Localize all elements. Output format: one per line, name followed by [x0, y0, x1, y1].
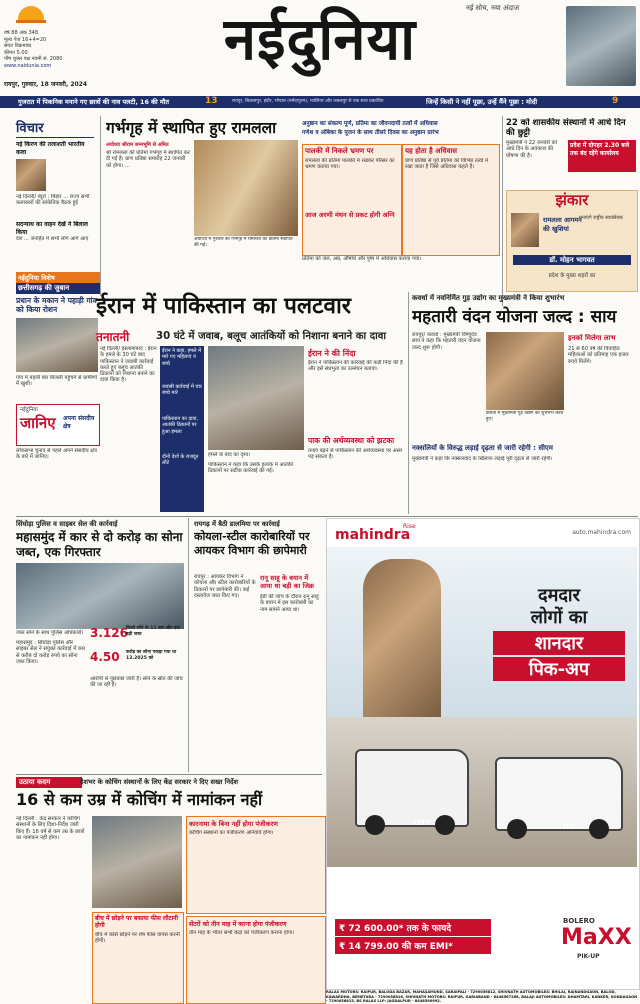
main-bullet-2: पाकिस्तान का दावा, आतंकी ठिकानों पर हुआ हमला [162, 416, 199, 435]
bottom-photo [92, 816, 182, 908]
bottom-box-2-body: बीच में कोर्स छोड़ने पर शेष फीस वापस करनी होगी। [95, 931, 180, 945]
divider [16, 774, 322, 775]
mahindra-slogan-4: पिक-अप [493, 657, 625, 681]
lead-body: श्री रामलला की प्रतिमा गर्भगृह में स्थापित कर दी गई है। प्राण प्रतिष्ठा समारोह 22 जनवरी को होगा। ... [106, 150, 190, 169]
vichar-body-1: नई दिल्ली/ ब्यूरो : बिहार ... राज्य सभी कलाकारों की सांकेतिक बैठक हुई [16, 194, 90, 207]
lead-box-1-text: रामलला की प्रतिमा पालकी में रखकर परिसर का भ्रमण कराया गया। [305, 158, 395, 171]
bottom-kicker: देशभर के कोचिंग संस्थानों के लिए केंद्र सरकार ने दिए सख्त निर्देश [80, 778, 239, 786]
mahindra-brand: mahindra [335, 527, 411, 543]
jhankar-image [511, 213, 539, 247]
bottom-box-1 [186, 816, 326, 914]
mahindra-url[interactable]: auto.mahindra.com [572, 529, 631, 536]
janiye-sub: अपना संसदीय क्षेत्र [63, 415, 95, 430]
bottom-box-3-head: सेंटरों को तीन माह में करना होगा पंजीकरण [189, 921, 287, 928]
mahindra-slogan-3: शानदार [493, 631, 625, 655]
jhankar-line-4: मनाएंगे राष्ट्रीय स्वयंसेवक [579, 215, 623, 221]
special-photo [16, 318, 98, 372]
cm-photo-caption: कवर्धा में मुख्यमंत्री गुड़ उद्योग का शुभारंभ करते हुए। [486, 411, 564, 422]
truck-hd-wheel-1 [507, 819, 527, 839]
lead-headline[interactable]: गर्भगृह में स्थापित हुए रामलला [106, 119, 277, 137]
masthead [0, 0, 640, 96]
vichar-section [16, 118, 94, 268]
mahindra-brand-suffix: Rise [403, 523, 416, 530]
singhoda-stat-2-big: 4.50 [90, 650, 120, 664]
main-sub-1-body: ईरान ने पाकिस्तान की कार्रवाई की कड़ी निंदा की है और इसे संप्रभुता का उल्लंघन बताया। [308, 360, 403, 373]
raigarh-headline[interactable]: कोयला-स्टील कारोबारियों पर आयकर विभाग की छापेमारी [194, 530, 310, 557]
cm-photo [486, 332, 564, 410]
vichar-head-2[interactable]: सदन्याथ का वाहन देखें ने बिलाल किया [16, 221, 88, 236]
lead-photo [194, 140, 298, 236]
left-info-1: मूल्य पेज 16+4=20 [4, 36, 47, 43]
bottom-box-2-head: बीच में छोड़ने पर बकाया फीस लौटानी होगी [95, 915, 179, 930]
offer-1: ₹ 72 600.00* तक के फायदे [335, 919, 491, 936]
lead-bullet-1: गणेश व अंबिका के पूजन के साथ तीसरे दिवस का अनुष्ठान प्रारंभ [302, 130, 439, 136]
logo-sun-base [16, 20, 46, 23]
model-sub: PIK-UP [577, 953, 600, 960]
bottom-headline[interactable]: 16 से कम उम्र में कोचिंग में नामांकन नहीं [16, 790, 263, 809]
raigarh-sub: रानू साहू के बयान में आया था बड़ी का जिक्र [260, 574, 315, 590]
bottom-label: उठाया कदम [16, 777, 82, 788]
janiye-box[interactable] [16, 404, 100, 446]
lead-box-2 [402, 144, 500, 256]
bottom-box-2 [92, 912, 184, 1004]
vichar-head-1[interactable]: नई किरण की तलाशती भारतीय कला [16, 141, 85, 156]
special-box: छत्तीसगढ़ की जुबान [16, 283, 100, 294]
jhankar-ad[interactable] [506, 190, 638, 292]
divider [502, 116, 503, 306]
mahindra-ad[interactable] [326, 518, 640, 990]
jhankar-brand: झंकार [555, 191, 589, 209]
lead-sub-3: आज अरणी मंथन से प्रकट होगी अग्नि [305, 211, 395, 219]
topbar-right[interactable]: जिन्हें किसी ने नहीं पूछा, उन्हें मैंने पूछा : मोदी [426, 98, 538, 106]
mahindra-person [363, 559, 441, 739]
mahindra-slogan-2: लोगों का [530, 607, 588, 628]
singhoda-body-2: आरोपी से पूछताछ जारी है। सोने के स्रोत की जांच की जा रही है। [90, 676, 183, 689]
left-info-0: वर्ष 88 अंक 348 [4, 30, 39, 36]
cm-sub-body: 21 से 60 वर्ष की विवाहित महिलाओं को प्रतिमाह एक हजार रुपये मिलेंगे। [568, 346, 629, 365]
vichar-body-2: देश ... जनहित में सभी लोग आगे आएं [16, 236, 89, 242]
vichar-thumb [16, 159, 46, 191]
main-photo [208, 346, 304, 450]
jhankar-line-2: की खुशियां [543, 225, 569, 233]
truck-city-label: CITY [413, 819, 431, 827]
lead-sub-1: पालकी में निकले भ्रमण पर [305, 147, 374, 155]
topbar-middle: रायपुर, बिलासपुर, इंदौर, भोपाल (नर्मदापुरम), ग्वालियर और जबलपुर से एक साथ प्रकाशित [232, 99, 384, 104]
left-info-2: संवत विक्रमाब्द [4, 43, 32, 50]
main-bullet-3: दोनों देशों के राजदूत लौटे [162, 454, 199, 467]
dealers: RALAS MOTORS: RAIPUR, BALODA BAZAR, MAHASAMUND, SARAIPALI - 7290056812, SHIVNATH AUTOMOBILES: BHILAI, RAJNANDGAON, BALOD, KAWARDHA, BEMETARA - 7290056816, SHIVNATH MOTORS: RAIPUR, GARIABAND - 8448587268, BALAJI AUTOMOBILES: DHAMTARI, KANKER, KONDAGAON - 7290056815, BS RALAS LLP: JAGDALPUR - 8448590992. [326, 990, 638, 1003]
jhankar-small: प्रदेश के मुख्य शहरों का [548, 273, 596, 279]
lead-byline: अयोध्या श्रीराम जन्मभूमि से अमित [106, 142, 169, 148]
lead-photo-caption: अयोध्या में गुरुवार को गर्भगृह में रामलला की प्रतिमा स्थापित की गई। [194, 237, 293, 248]
bottom-body: नई दिल्ली : केंद्र सरकार ने कोचिंग संस्थानों के लिए दिशा-निर्देश जारी किए हैं। 16 वर्ष से कम उम्र के छात्रों का नामांकन नहीं होगा। [16, 816, 85, 841]
tagline: नई सोच, नया अंदाज [466, 4, 520, 12]
cm-sub: इनको मिलेगा लाभ [568, 334, 616, 342]
lead-box-1 [302, 144, 402, 256]
singhoda-stat-1-big: 3.126 [90, 626, 128, 640]
main-body-2: पाकिस्तान ने कहा कि उसके इलाके में आतंकी ठिकानों पर सटीक कार्रवाई की गई। [208, 462, 294, 475]
main-body: नई दिल्ली/ इस्लामाबाद : ईरान के हमले के 30 घंटे बाद पाकिस्तान ने जवाबी कार्रवाई करते हुए बलूच आतंकी ठिकानों को निशाना बनाने का दावा किया है। [100, 346, 157, 384]
lead-sub-2: यह होता है अधिवास [405, 147, 458, 155]
red-box [568, 140, 636, 172]
left-info [4, 30, 114, 86]
main-sub-2: पाक की अर्थव्यवस्था को झटका [308, 436, 395, 445]
logo-sun-icon [18, 6, 44, 20]
topbar-right-page: 9 [612, 96, 619, 106]
singhoda-stat-1 [90, 626, 184, 648]
raigarh-body: रायपुर : आयकर विभाग ने कोयला और स्टील कारोबारियों के ठिकानों पर छापेमारी की। कई दस्तावेज जब्त किए गए। [194, 574, 256, 599]
offer-2: ₹ 14 799.00 की कम EMI* [335, 937, 491, 954]
mahindra-slogan-1: दमदार [538, 585, 580, 606]
janiye-brand: नईदुनिया [20, 407, 38, 413]
model-name: MaXX [561, 925, 632, 950]
special-headline[interactable]: प्रधान के मकान ने पहाड़ी गांव को किया रोशन [16, 296, 97, 315]
right-body: मुख्यमंत्री ने 22 जनवरी को आधे दिन के अवकाश की घोषणा की है। [506, 140, 557, 159]
lead-bullet-0: अनुष्ठान का संकल्प पूर्ण, प्रतिमा का जीवनदायी तत्वों में अधिवास [302, 121, 438, 127]
divider [16, 516, 638, 517]
bottom-box-3 [186, 916, 326, 1004]
jhankar-line-1: रामलला आगमन [543, 216, 582, 224]
left-info-3: कीमत 5.00 [4, 49, 28, 56]
divider [188, 518, 189, 772]
red-box-text: प्रदेश में दोपहर 2.30 बजे तक बंद रहेंगे कार्यालय [570, 142, 630, 157]
topbar-left[interactable]: गुजरात में पिकनिक मनाने गए छात्रों की नाव पलटी, 16 की मौत [18, 98, 170, 106]
truck-hd-wheel-2 [589, 819, 609, 839]
singhoda-caption: जब्त सोने के साथ पुलिस अधिकारी। [16, 630, 84, 636]
singhoda-kicker: सिंघोड़ा पुलिस व साइबर सेल की कार्रवाई [16, 520, 118, 528]
vichar-label: विचार [16, 118, 94, 138]
main-bullet-box [160, 346, 204, 512]
singhoda-stat-1-small: किलो सोने के 11 बार और एक बड़ी जब्त [126, 626, 180, 637]
singhoda-photo [16, 563, 184, 629]
truck-city-wheel-2 [435, 815, 455, 835]
right-head[interactable]: 22 को शासकीय संस्थानों में आधे दिन की छुट्टी [506, 118, 626, 138]
divider [408, 292, 409, 514]
portrait-photo [566, 6, 636, 86]
raigarh-sub-body: ईडी की जांच के दौरान रानू साहू के बयान में इस कारोबारी का नाम सामने आया था। [260, 594, 319, 613]
left-info-4: पौष शुक्ल पक्ष नवमी सं. 2080 [4, 56, 63, 63]
model-top: BOLERO [563, 917, 595, 925]
truck-city-wheel-1 [365, 815, 385, 835]
special-body: गांव में पहली बार बिजली पहुंचने से ग्रामीणों में खुशी। [16, 375, 97, 388]
main-bullet-1: जवाबी कार्रवाई में चार बच्चे मारे [162, 384, 202, 397]
lead-continue: प्रतिमा को जल, अन्न, औषधि और पुष्प में अधिवास कराया गया। [302, 256, 422, 262]
website-link[interactable]: www.naidunia.com [4, 62, 52, 69]
cm-headline[interactable]: महतारी वंदन योजना जल्द : साय [412, 307, 617, 327]
main-kicker: तनातनी [96, 330, 130, 344]
singhoda-stat-2 [90, 650, 184, 672]
cm-body: रायपुर/ कवर्धा : मुख्यमंत्री विष्णुदेव साय ने कहा कि महतारी वंदन योजना जल्द शुरू होगी। [412, 332, 481, 351]
jhankar-line-3: डॉ. मोहन भागवत [513, 255, 631, 265]
main-bullet-0: ईरान ने कहा, हमले में मारे गए महिलाएं व बच्चे [162, 348, 202, 367]
cm-side-head[interactable]: नक्सलियों के विरुद्ध लड़ाई दृढ़ता से जारी रहेगी : सीएम [412, 444, 553, 452]
main-subhead: 30 घंटे में जवाब, बलूच आतंकियों को निशाना बनाने का दावा [156, 331, 387, 342]
masthead-title: नईदुनिया [223, 5, 417, 73]
singhoda-headline[interactable]: महासमुंद में कार से दो करोड़ का सोना जब्त, एक गिरफ्तार [16, 530, 183, 559]
lead-bullets [302, 120, 498, 138]
main-photo-caption: हमले के बाद का दृश्य। [208, 452, 251, 458]
date-line: रायपुर, गुरुवार, 18 जनवरी, 2024 [4, 81, 88, 88]
raigarh-kicker: रायगढ़ में बैठी डालमिया पर कार्रवाई [194, 520, 280, 528]
divider [100, 116, 101, 296]
bottom-box-1-body: कोचिंग संस्थानों का पंजीकरण अनिवार्य होगा। [189, 830, 274, 836]
truck-hd-label: HD [563, 823, 575, 831]
main-sub-1: ईरान ने की निंदा [308, 349, 356, 358]
cm-kicker: कवर्धा में नवनिर्मित गुड़ उद्योग का मुख्यमंत्री ने किया शुभारंभ [412, 294, 565, 302]
bottom-box-3-body: तीन माह के भीतर सभी केंद्रों को पंजीकरण कराना होगा। [189, 930, 295, 936]
singhoda-body: महासमुंद : सिंघोड़ा पुलिस और साइबर सेल ने संयुक्त कार्रवाई में कार से करीब दो करोड़ रुपये का सोना जब्त किया। [16, 640, 86, 665]
topbar-left-page: 13 [205, 96, 218, 106]
main-sub-2-body: तनाव बढ़ने से पाकिस्तान की अर्थव्यवस्था पर असर पड़ सकता है। [308, 448, 403, 461]
bottom-box-1-head: कारनामा के बिना नहीं होगा पंजीकरण [189, 820, 278, 828]
cm-side-body: मुख्यमंत्री ने कहा कि नक्सलवाद के खिलाफ लड़ाई पूरी दृढ़ता से जारी रहेगी। [412, 456, 553, 462]
janiye-body: लोकसभा चुनाव से पहले अपने संसदीय क्षेत्र के बारे में जानिए। [16, 448, 97, 461]
singhoda-stat-2-small: करोड़ का सोना पकड़ा गया था 12.2025 को [126, 650, 177, 661]
special-label: नईदुनिया विशेष [16, 272, 100, 283]
lead-box-2-text: प्राण प्रतिष्ठा से पूर्व प्रतिमा को विभिन्न तत्वों में रखा जाता है जिसे अधिवास कहते हैं। [405, 158, 489, 171]
janiye-title: जानिए [20, 414, 56, 432]
main-headline[interactable]: ईरान में पाकिस्तान का पलटवार [96, 293, 351, 319]
